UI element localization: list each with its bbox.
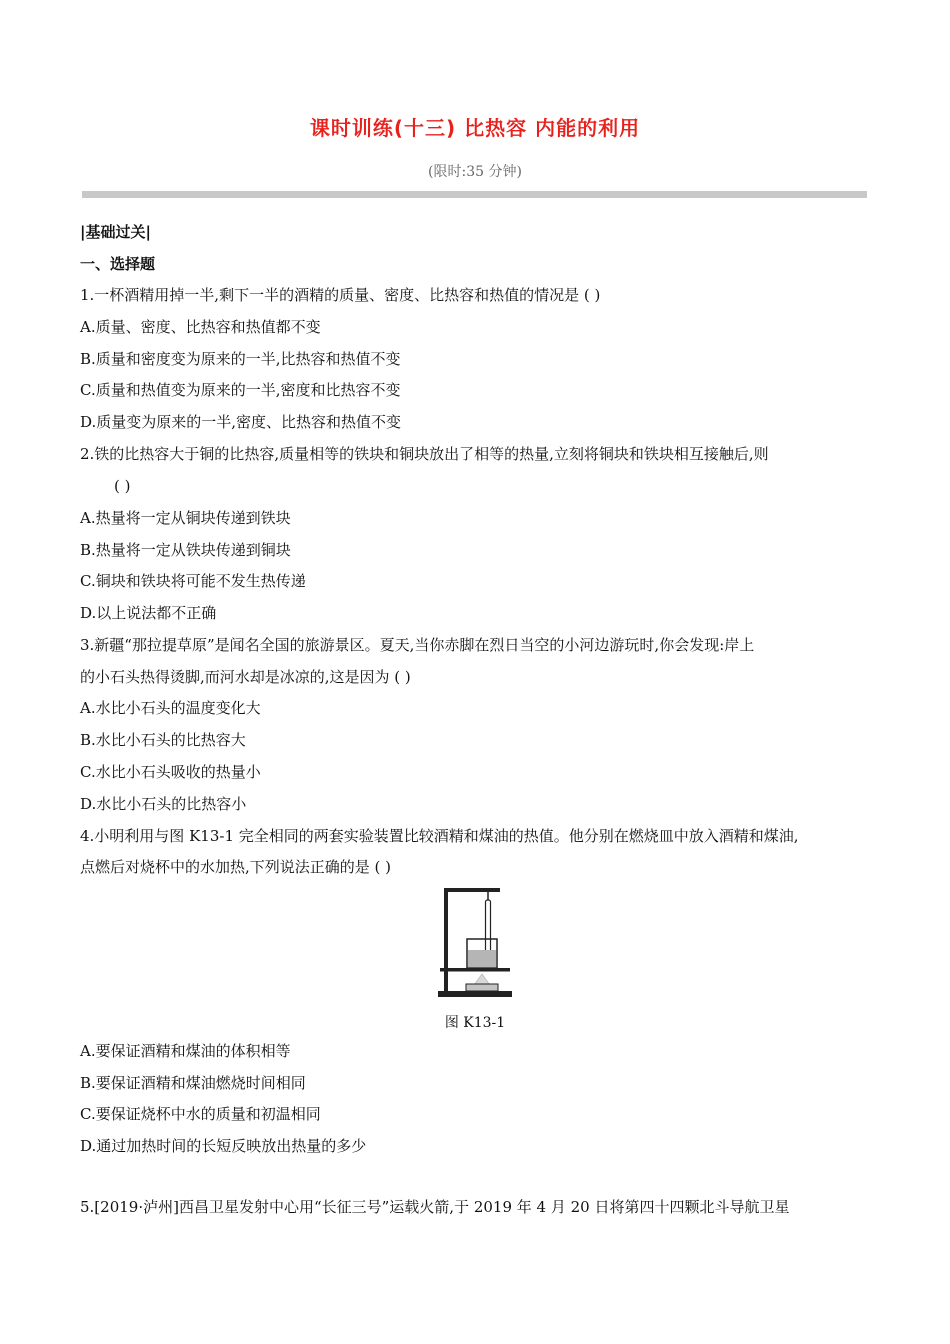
- q2-option-a: A.热量将一定从铜块传递到铁块: [80, 509, 291, 527]
- q1-option-a: A.质量、密度、比热容和热值都不变: [80, 318, 321, 336]
- q1-stem: 1.一杯酒精用掉一半,剩下一半的酒精的质量、密度、比热容和热值的情况是 ( ): [80, 286, 601, 304]
- q4-option-c: C.要保证烧杯中水的质量和初温相同: [80, 1105, 321, 1123]
- time-limit: (限时:35 分钟): [428, 164, 522, 180]
- stand-base: [438, 991, 512, 997]
- q2-option-c: C.铜块和铁块将可能不发生热传递: [80, 572, 306, 590]
- q5-stem: 5.[2019·泸州]西昌卫星发射中心用“长征三号”运载火箭,于 2019 年 4 月 20 日将第四十四颗北斗导航卫星: [80, 1198, 790, 1216]
- q4-stem-continued: 点燃后对烧杯中的水加热,下列说法正确的是 ( ): [80, 858, 392, 876]
- page-title: 课时训练(十三) 比热容 内能的利用: [309, 116, 641, 140]
- q3-stem-continued: 的小石头热得烫脚,而河水却是冰凉的,这是因为 ( ): [80, 668, 411, 686]
- q2-option-d: D.以上说法都不正确: [80, 604, 217, 622]
- q2-stem: 2.铁的比热容大于铜的比热容,质量相等的铁块和铜块放出了相等的热量,立刻将铜块和铁块相互接触后,则: [80, 445, 769, 463]
- q3-option-a: A.水比小石头的温度变化大: [80, 699, 261, 717]
- burner-dish: [466, 984, 498, 991]
- stand-rod: [444, 890, 448, 992]
- q3-option-b: B.水比小石头的比热容大: [80, 731, 246, 749]
- q4-option-d: D.通过加热时间的长短反映放出热量的多少: [80, 1137, 367, 1155]
- figure-caption: 图 K13-1: [444, 1015, 506, 1031]
- q1-option-b: B.质量和密度变为原来的一半,比热容和热值不变: [80, 350, 401, 368]
- experiment-apparatus-figure: [430, 884, 520, 1002]
- q3-option-c: C.水比小石头吸收的热量小: [80, 763, 261, 781]
- q2-answer-bracket: ( ): [114, 477, 131, 495]
- q2-option-b: B.热量将一定从铁块传递到铜块: [80, 541, 291, 559]
- top-arm: [444, 888, 500, 892]
- q4-option-b: B.要保证酒精和煤油燃烧时间相同: [80, 1074, 306, 1092]
- q1-option-d: D.质量变为原来的一半,密度、比热容和热值不变: [80, 413, 402, 431]
- q4-option-a: A.要保证酒精和煤油的体积相等: [80, 1042, 291, 1060]
- q3-stem: 3.新疆“那拉提草原”是闻名全国的旅游景区。夏天,当你赤脚在烈日当空的小河边游玩时,你会发现:岸上: [80, 636, 755, 654]
- water: [468, 950, 496, 967]
- header-divider: [82, 191, 867, 198]
- q4-stem: 4.小明利用与图 K13-1 完全相同的两套实验装置比较酒精和煤油的热值。他分别在燃烧皿中放入酒精和煤油,: [80, 827, 799, 845]
- q3-option-d: D.水比小石头的比热容小: [80, 795, 247, 813]
- q1-option-c: C.质量和热值变为原来的一半,密度和比热容不变: [80, 381, 401, 399]
- section-label: |基础过关|: [80, 223, 151, 241]
- part-heading: 一、选择题: [80, 255, 156, 273]
